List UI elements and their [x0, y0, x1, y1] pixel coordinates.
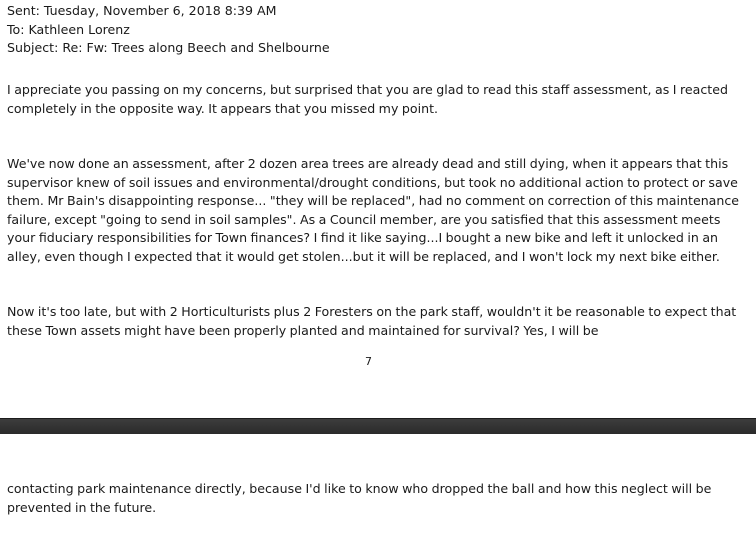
sent-line: Sent: Tuesday, November 6, 2018 8:39 AM	[7, 3, 277, 18]
subject-line: Subject: Re: Fw: Trees along Beech and Shelbourne	[7, 40, 330, 56]
email-header	[7, 2, 330, 58]
body-paragraph-4: contacting park maintenance directly, because I'd like to know who dropped the ball and how this neglect will be prevented in the future.	[7, 481, 712, 515]
body-paragraph-2: We've now done an assessment, after 2 dozen area trees are already dead and still dying, when it appears that this supervisor knew of soil issues and environmental/drought conditions, but took no additional action to protect or save them. Mr Bain's disappointing response... "they will be replaced", had no comment on correction of this maintenance failure, except "going to send in soil samples". As a Council member, are you satisfied that this assessment meets your fiduciary responsibilities for Town finances? I find it like saying...I bought a new bike and left it unlocked in an alley, even though I expected that it would get stolen...but it will be replaced, and I won't lock my next bike either.	[7, 156, 740, 264]
to-line: To: Kathleen Lorenz	[7, 21, 130, 37]
page-break-divider	[0, 418, 756, 435]
body-paragraph-3: Now it's too late, but with 2 Horticulturists plus 2 Foresters on the park staff, wouldn't it be reasonable to expect that these Town assets might have been properly planted and maintained for survival? Yes, I will be	[7, 304, 737, 338]
body-paragraph-1: I appreciate you passing on my concerns, but surprised that you are glad to read this staff assessment, as I reacted completely in the opposite way. It appears that you missed my point.	[7, 82, 728, 116]
page-number: 7	[365, 355, 372, 368]
